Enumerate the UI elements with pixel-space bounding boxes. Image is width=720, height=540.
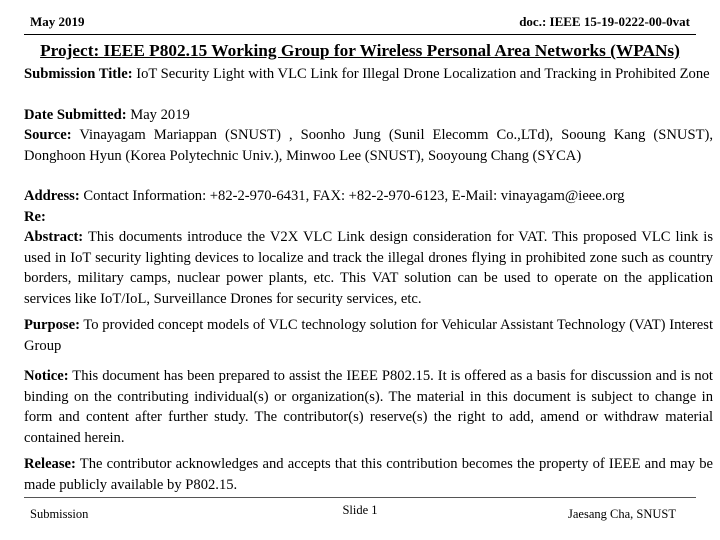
footer-divider bbox=[24, 497, 696, 498]
page-title: Project: IEEE P802.15 Working Group for Wireless Personal Area Networks (WPANs) bbox=[40, 41, 680, 60]
notice-field bbox=[24, 366, 713, 448]
header-doc-id: doc.: IEEE 15-19-0222-00-0vat bbox=[519, 14, 690, 29]
release-value: The contributor acknowledges and accepts that this contribution becomes the property of IEEE and may be made publicly available by P802.15. bbox=[24, 456, 713, 493]
address-field bbox=[24, 186, 713, 207]
abstract-field bbox=[24, 227, 713, 309]
footer-submission: Submission bbox=[30, 507, 89, 521]
abstract-label: Abstract: bbox=[24, 229, 84, 245]
submission-title-label: Submission Title: bbox=[24, 66, 133, 82]
release-field bbox=[24, 454, 713, 495]
release-label: Release: bbox=[24, 456, 76, 472]
notice-label: Notice: bbox=[24, 368, 69, 384]
source-value: Vinayagam Mariappan (SNUST) , Soonho Jung (Sunil Elecomm Co.,LTd), Sooung Kang (SNUST), Donghoon Hyun (Korea Polytechnic Univ.), Minwoo Lee (SNUST), Sooyoung Chang (SYCA) bbox=[24, 127, 713, 164]
header-divider bbox=[24, 34, 696, 35]
address-value: Contact Information: +82-2-970-6431, FAX: +82-2-970-6123, E-Mail: vinayagam@ieee.org bbox=[83, 188, 625, 204]
date-submitted-label: Date Submitted: bbox=[24, 106, 127, 123]
notice-value: This document has been prepared to assist the IEEE P802.15. It is offered as a basis for discussion and is not binding on the contributing individual(s) or organization(s). The material in this document is subject to change in form and content after further study. The contributor(s) reserve(s) the right to add, amend or withdraw material contained herein. bbox=[24, 368, 713, 446]
purpose-field bbox=[24, 315, 713, 356]
document-body bbox=[24, 64, 713, 495]
date-submitted-value: May 2019 bbox=[130, 106, 190, 123]
source-label: Source: bbox=[24, 127, 72, 143]
submission-title-value: IoT Security Light with VLC Link for Illegal Drone Localization and Tracking in Prohibited Zone bbox=[136, 66, 710, 82]
address-label: Address: bbox=[24, 188, 80, 204]
re-field bbox=[24, 207, 713, 228]
submission-title-field bbox=[24, 64, 713, 85]
purpose-value: To provided concept models of VLC technology solution for Vehicular Assistant Technology (VAT) Interest Group bbox=[24, 317, 713, 354]
footer-author: Jaesang Cha, SNUST bbox=[568, 507, 676, 521]
purpose-label: Purpose: bbox=[24, 317, 80, 333]
footer-slide-number: Slide 1 bbox=[342, 503, 378, 517]
date-submitted-field bbox=[24, 105, 713, 126]
abstract-value: This documents introduce the V2X VLC Link design consideration for VAT. This proposed VLC link is used in IoT security lighting devices to localize and track the illegal drones flying in prohibited zone such as country borders, military camps, nuclear power plants, etc. This VAT solution can be used to operate on the application services like IoT/IoL, Surveillance Drones for security services, etc. bbox=[24, 229, 714, 307]
source-field bbox=[24, 125, 713, 166]
re-label: Re: bbox=[24, 208, 46, 225]
header-date: May 2019 bbox=[30, 14, 85, 29]
